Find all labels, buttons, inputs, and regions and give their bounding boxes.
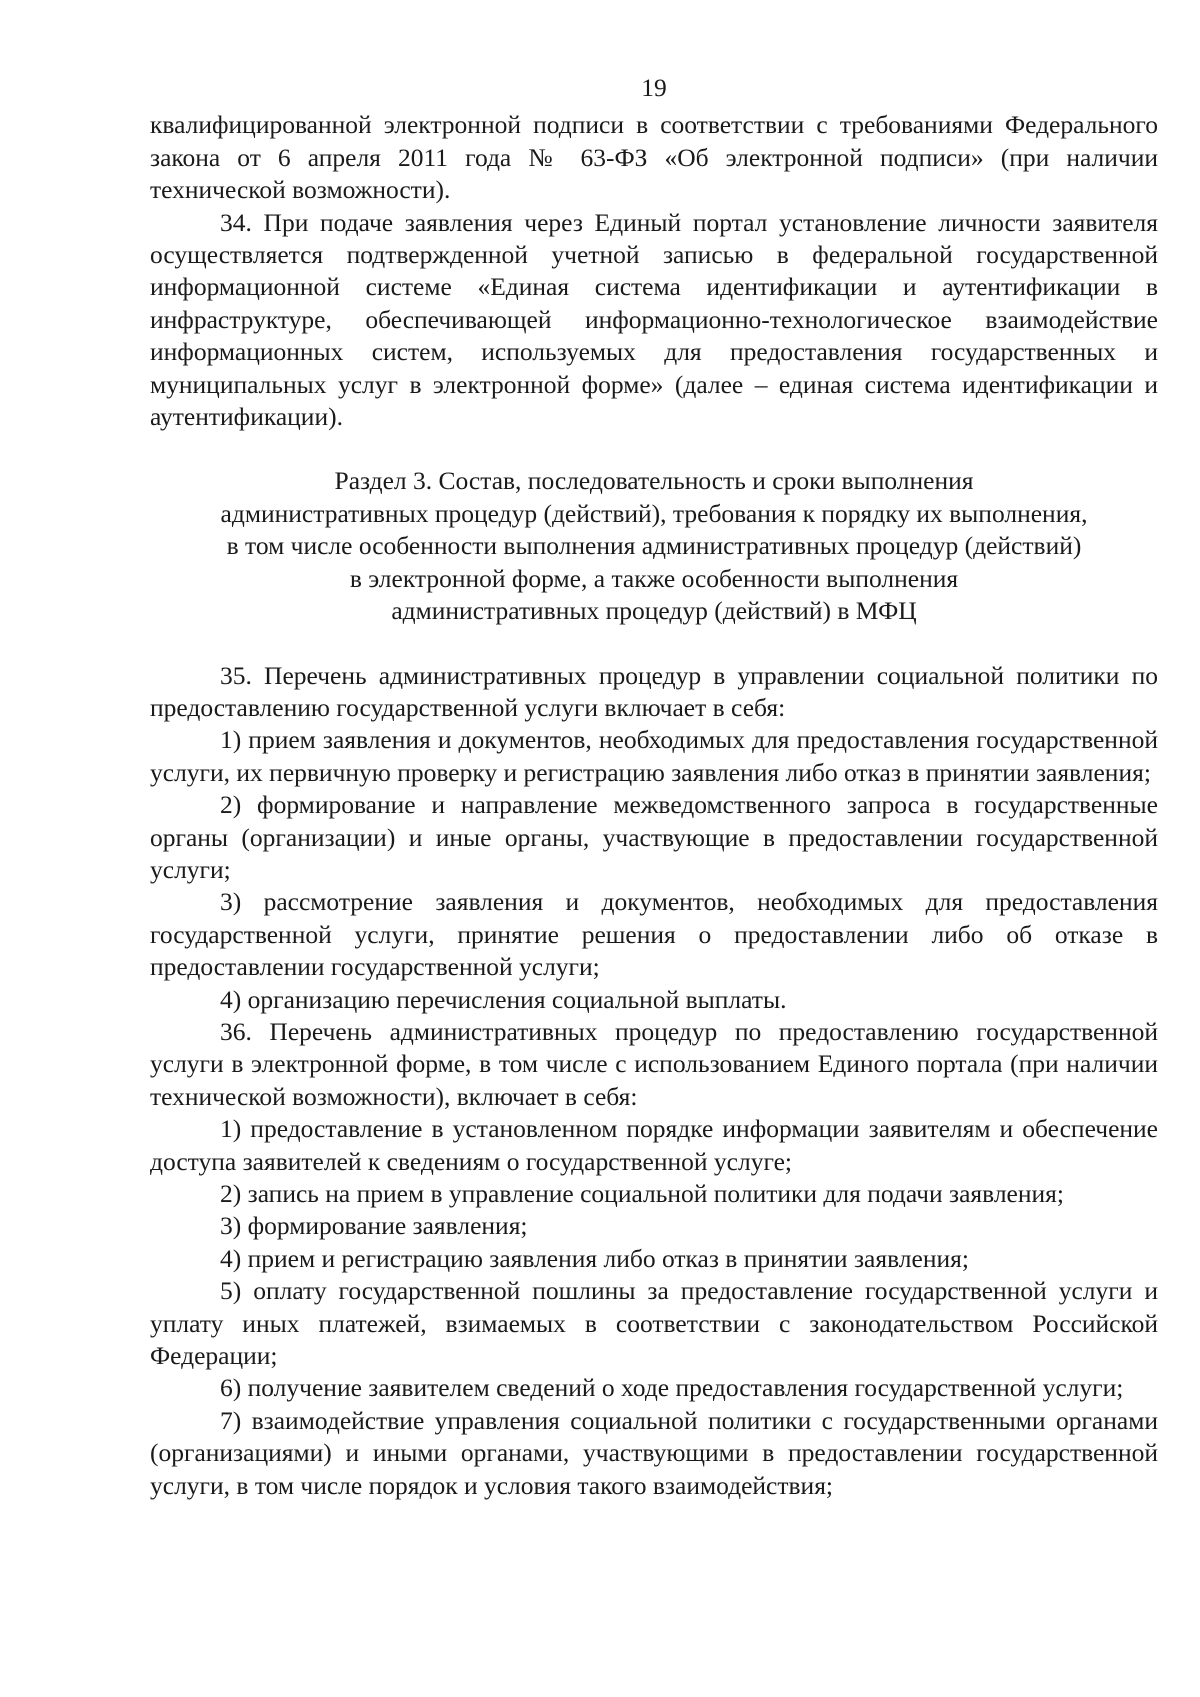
section-heading-line: Раздел 3. Состав, последовательность и сроки выполнения [334, 466, 974, 496]
document-page [150, 72, 1158, 1502]
list-item: 5) оплату государственной пошлины за предоставление государственной услуги и уплату иных платежей, взимаемых в соответствии с законодательством Российской Федерации; [150, 1276, 1158, 1371]
list-item: 7) взаимодействие управления социальной политики с государственными органами (организациями) и иными органами, участвующими в предоставлении государственной услуги, в том числе порядок и условия такого взаимодействия; [150, 1405, 1158, 1500]
list-item: 4) прием и регистрацию заявления либо отказ в принятии заявления; [220, 1243, 969, 1273]
section-heading-line: в электронной форме, а также особенности выполнения [349, 563, 959, 593]
list-item: 4) организацию перечисления социальной выплаты. [220, 984, 787, 1014]
list-item: 3) рассмотрение заявления и документов, необходимых для предоставления государственной услуги, принятие решения о предоставлении либо об отказе в предоставлении государственной услуги; [150, 887, 1158, 982]
list-item: 2) запись на прием в управление социальной политики для подачи заявления; [220, 1179, 1064, 1208]
paragraph-35: 35. Перечень административных процедур в управлении социальной политики по предоставлению государственной услуги включает в себя: [150, 660, 1158, 722]
list-item: 2) формирование и направление межведомственного запроса в государственные органы (организации) и иные органы, участвующие в предоставлении государственной услуги; [150, 790, 1158, 884]
page-number: 19 [641, 73, 667, 102]
list-item: 1) прием заявления и документов, необходимых для предоставления государственной услуги, их первичную проверку и регистрацию заявления либо отказ в принятии заявления; [150, 725, 1158, 787]
list-item: 3) формирование заявления; [220, 1211, 528, 1241]
intro-paragraph: квалифицированной электронной подписи в соответствии с требованиями Федерального закона от 6 апреля 2011 года № 63-ФЗ «Об электронной подписи» (при наличии технической возможности). [150, 110, 1158, 205]
section-heading [150, 465, 1158, 627]
list-item: 6) получение заявителем сведений о ходе предоставления государственной услуги; [220, 1373, 1124, 1403]
paragraph-36: 36. Перечень административных процедур по предоставлению государственной услуги в электронной форме, в том числе с использованием Единого портала (при наличии технической возможности), включает в себя: [150, 1016, 1158, 1111]
section-heading-line: административных процедур (действий), требования к порядку их выполнения, [220, 498, 1088, 528]
list-item: 1) предоставление в установленном порядке информации заявителям и обеспечение доступа заявителей к сведениям о государственной услуге; [150, 1114, 1158, 1176]
paragraph-34: 34. При подаче заявления через Единый портал установление личности заявителя осуществляется подтвержденной учетной записью в федеральной государственной информационной системе «Единая система идентификации и аутентификации в инфраструктуре, обеспечивающей информационно-технологическое взаимодействие информационных систем, используемых для предоставления государственных и муниципальных услуг в электронной форме» (далее – единая система идентификации и аутентификации). [150, 207, 1158, 432]
section-heading-line: в том числе особенности выполнения административных процедур (действий) [226, 531, 1082, 561]
section-heading-line: административных процедур (действий) в МФЦ [391, 596, 917, 626]
